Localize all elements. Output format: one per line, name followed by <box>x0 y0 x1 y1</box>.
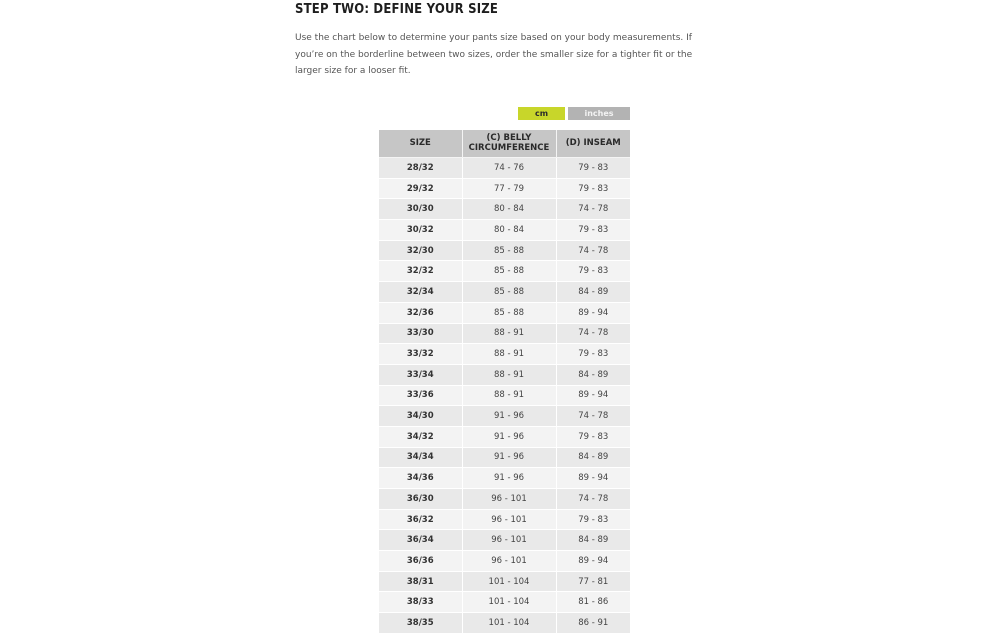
table-row <box>379 613 630 634</box>
size-cell: 36/34 <box>379 530 462 551</box>
table-row <box>379 158 630 179</box>
table-row <box>379 468 630 489</box>
size-cell: 34/32 <box>379 426 462 447</box>
belly-cell: 96 - 101 <box>462 489 556 510</box>
size-cell: 32/32 <box>379 261 462 282</box>
table-row <box>379 178 630 199</box>
size-cell: 29/32 <box>379 178 462 199</box>
inseam-cell: 79 - 83 <box>556 178 630 199</box>
belly-cell: 101 - 104 <box>462 613 556 634</box>
inseam-cell: 79 - 83 <box>556 158 630 179</box>
belly-cell: 80 - 84 <box>462 220 556 241</box>
size-cell: 30/30 <box>379 199 462 220</box>
inseam-cell: 86 - 91 <box>556 613 630 634</box>
inseam-cell: 74 - 78 <box>556 199 630 220</box>
size-cell: 36/30 <box>379 489 462 510</box>
table-row <box>379 426 630 447</box>
size-cell: 38/33 <box>379 592 462 613</box>
table-row <box>379 592 630 613</box>
belly-cell: 85 - 88 <box>462 261 556 282</box>
table-row <box>379 406 630 427</box>
size-cell: 36/36 <box>379 551 462 572</box>
belly-cell: 101 - 104 <box>462 571 556 592</box>
belly-cell: 88 - 91 <box>462 364 556 385</box>
table-row <box>379 302 630 323</box>
belly-cell: 77 - 79 <box>462 178 556 199</box>
size-cell: 36/32 <box>379 509 462 530</box>
size-cell: 38/31 <box>379 571 462 592</box>
inseam-cell: 89 - 94 <box>556 551 630 572</box>
inseam-cell: 84 - 89 <box>556 282 630 303</box>
belly-cell: 74 - 76 <box>462 158 556 179</box>
inseam-cell: 74 - 78 <box>556 323 630 344</box>
belly-cell: 88 - 91 <box>462 323 556 344</box>
table-row <box>379 199 630 220</box>
inseam-cell: 89 - 94 <box>556 468 630 489</box>
belly-cell: 96 - 101 <box>462 530 556 551</box>
size-cell: 28/32 <box>379 158 462 179</box>
inseam-cell: 77 - 81 <box>556 571 630 592</box>
unit-toggle-cm[interactable]: cm <box>518 107 565 120</box>
table-row <box>379 220 630 241</box>
inseam-cell: 84 - 89 <box>556 447 630 468</box>
header-belly-line2: CIRCUMFERENCE <box>468 142 550 153</box>
inseam-cell: 79 - 83 <box>556 261 630 282</box>
inseam-cell: 74 - 78 <box>556 240 630 261</box>
size-cell: 33/34 <box>379 364 462 385</box>
table-row <box>379 282 630 303</box>
table-header-row <box>379 130 630 158</box>
table-row <box>379 323 630 344</box>
table-row <box>379 447 630 468</box>
table-row <box>379 530 630 551</box>
size-cell: 32/34 <box>379 282 462 303</box>
intro-paragraph: Use the chart below to determine your pants size based on your body measurements. If you’re on the borderline between two sizes, order the smaller size for a tighter fit or the larger size for a looser fit. <box>295 33 693 77</box>
size-cell: 33/36 <box>379 385 462 406</box>
belly-cell: 91 - 96 <box>462 468 556 489</box>
table-row <box>379 385 630 406</box>
header-inseam: (D) INSEAM <box>556 130 630 158</box>
inseam-cell: 89 - 94 <box>556 302 630 323</box>
inseam-cell: 79 - 83 <box>556 344 630 365</box>
belly-cell: 85 - 88 <box>462 240 556 261</box>
inseam-cell: 84 - 89 <box>556 364 630 385</box>
belly-cell: 91 - 96 <box>462 447 556 468</box>
table-body <box>379 158 630 634</box>
header-belly-line1: (C) BELLY <box>486 133 532 143</box>
size-cell: 30/32 <box>379 220 462 241</box>
table-row <box>379 240 630 261</box>
belly-cell: 91 - 96 <box>462 406 556 427</box>
belly-cell: 96 - 101 <box>462 551 556 572</box>
belly-cell: 88 - 91 <box>462 385 556 406</box>
belly-cell: 91 - 96 <box>462 426 556 447</box>
unit-toggle-inches[interactable]: inches <box>568 107 630 120</box>
size-cell: 32/30 <box>379 240 462 261</box>
inseam-cell: 74 - 78 <box>556 489 630 510</box>
inseam-cell: 79 - 83 <box>556 509 630 530</box>
table-row <box>379 261 630 282</box>
size-cell: 33/30 <box>379 323 462 344</box>
inseam-cell: 74 - 78 <box>556 406 630 427</box>
table-row <box>379 489 630 510</box>
size-cell: 34/36 <box>379 468 462 489</box>
belly-cell: 85 - 88 <box>462 302 556 323</box>
belly-cell: 101 - 104 <box>462 592 556 613</box>
inseam-cell: 79 - 83 <box>556 426 630 447</box>
belly-cell: 96 - 101 <box>462 509 556 530</box>
inseam-cell: 84 - 89 <box>556 530 630 551</box>
table-row <box>379 551 630 572</box>
header-size: SIZE <box>379 130 462 158</box>
size-cell: 34/34 <box>379 447 462 468</box>
size-cell: 33/32 <box>379 344 462 365</box>
size-cell: 32/36 <box>379 302 462 323</box>
belly-cell: 80 - 84 <box>462 199 556 220</box>
inseam-cell: 89 - 94 <box>556 385 630 406</box>
size-cell: 34/30 <box>379 406 462 427</box>
table-row <box>379 509 630 530</box>
belly-cell: 88 - 91 <box>462 344 556 365</box>
size-chart-table <box>379 130 630 634</box>
table-row <box>379 344 630 365</box>
table-row <box>379 364 630 385</box>
header-belly-circumference <box>462 130 556 158</box>
size-cell: 38/35 <box>379 613 462 634</box>
inseam-cell: 81 - 86 <box>556 592 630 613</box>
inseam-cell: 79 - 83 <box>556 220 630 241</box>
belly-cell: 85 - 88 <box>462 282 556 303</box>
table-row <box>379 571 630 592</box>
step-title: STEP TWO: DEFINE YOUR SIZE <box>295 2 499 17</box>
